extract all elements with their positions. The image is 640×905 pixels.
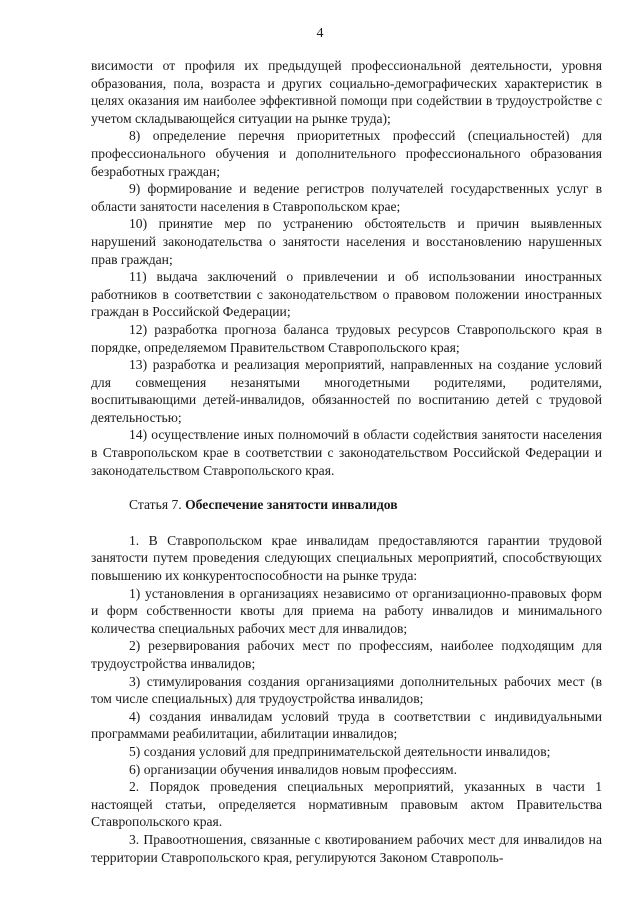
page-number: 4 bbox=[316, 26, 324, 41]
article-prefix: Статья 7. bbox=[129, 497, 186, 513]
paragraph: 5) создания условий для предпринимательской деятельности инвалидов; bbox=[129, 743, 551, 759]
paragraph: 8) определение перечня приоритетных профессий (специальностей) для профессионального обучения и дополнительного профессионального образования безработных граждан; bbox=[91, 128, 602, 179]
paragraph: 11) выдача заключений о привлечении и об использовании иностранных работников в соответствии с законодательством о правовом положении иностранных граждан в Российской Федерации; bbox=[91, 269, 602, 320]
paragraph: 4) создания инвалидам условий труда в соответствии с индивидуальными программами реабилитации, абилитации инвалидов; bbox=[91, 708, 602, 742]
article-title: Обеспечение занятости инвалидов bbox=[185, 497, 398, 513]
paragraph: 3) стимулирования создания организациями дополнительных рабочих мест (в том числе специальных) для трудоустройства инвалидов; bbox=[91, 673, 602, 707]
document-body bbox=[91, 57, 602, 866]
paragraph: 2) резервирования рабочих мест по профессиям, наиболее подходящим для трудоустройства инвалидов; bbox=[91, 638, 602, 671]
paragraph: висимости от профиля их предыдущей профессиональной деятельности, уровня образования, пола, возраста и других социально-демографических характеристик в целях оказания им наиболее эффективной помощи при содействии в трудоустройстве с учетом складывающейся ситуации на рынке труда); bbox=[91, 58, 602, 126]
paragraph: 3. Правоотношения, связанные с квотированием рабочих мест для инвалидов на территории Ставропольского края, регулируются Законом Ставрополь- bbox=[91, 831, 602, 865]
paragraph: 1. В Ставропольском крае инвалидам предоставляются гарантии трудовой занятости путем проведения следующих специальных мероприятий, способствующих повышению их конкурентоспособности на рынке труда: bbox=[91, 532, 602, 584]
paragraph: 12) разработка прогноза баланса трудовых ресурсов Ставропольского края в порядке, определяемом Правительством Ставропольского края; bbox=[91, 321, 602, 355]
article-heading bbox=[91, 496, 602, 514]
paragraph: 6) организации обучения инвалидов новым профессиям. bbox=[129, 761, 457, 777]
paragraph: 2. Порядок проведения специальных мероприятий, указанных в части 1 настоящей статьи, определяется нормативным правовым актом Правительства Ставропольского края. bbox=[91, 779, 602, 830]
paragraph: 13) разработка и реализация мероприятий, направленных на создание условий для совмещения незанятыми многодетными родителями, родителями, воспитывающими детей-инвалидов, обязанностей по воспитанию детей с трудовой деятельностью; bbox=[91, 357, 602, 425]
paragraph: 10) принятие мер по устранению обстоятельств и причин выявленных нарушений законодательства о занятости населения и восстановлению нарушенных прав граждан; bbox=[91, 216, 602, 267]
paragraph: 14) осуществление иных полномочий в области содействия занятости населения в Ставропольском крае в соответствии с законодательством Российской Федерации и законодательством Ставропольского края. bbox=[91, 427, 602, 478]
paragraph: 1) установления в организациях независимо от организационно-правовых форм и форм собственности квоты для приема на работу инвалидов и минимального количества специальных рабочих мест для инвалидов; bbox=[91, 585, 602, 636]
paragraph: 9) формирование и ведение регистров получателей государственных услуг в области занятости населения в Ставропольском крае; bbox=[91, 181, 602, 214]
